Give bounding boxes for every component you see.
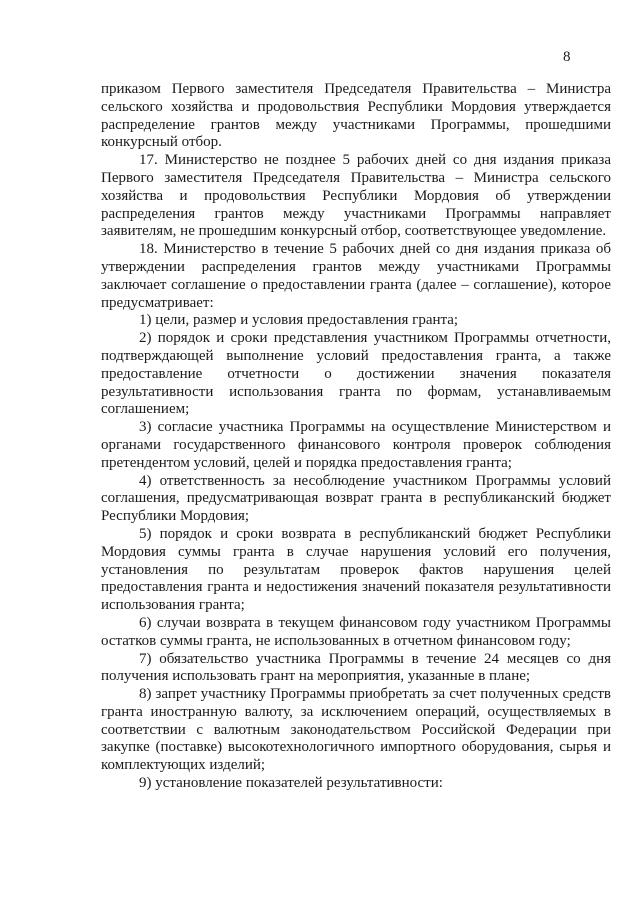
list-item-9: 9) установление показателей результативности: (139, 775, 443, 792)
paragraph-18: 18. Министерство в течение 5 рабочих дней со дня издания приказа об утверждении распределения грантов между участниками Программы заключает соглашение о предоставлении гранта (далее – соглашение), которое предусматривает: (101, 241, 611, 311)
list-item-8: 8) запрет участнику Программы приобретать за счет полученных средств гранта иностранную валюту, за исключением операций, осуществляемых в соответствии с валютным законодательством Российской Федерации при закупке (поставке) высокотехнологичного импортного оборудования, сырья и комплектующих изделий; (101, 686, 611, 774)
list-item-5: 5) порядок и сроки возврата в республиканский бюджет Республики Мордовия суммы гранта в случае нарушения условий его получения, установления по результатам проверок фактов нарушения целей предоставления гранта и недостижения значений показателя результативности использования гранта; (101, 525, 611, 614)
list-item-4: 4) ответственность за несоблюдение участником Программы условий соглашения, предусматривающая возврат гранта в республиканский бюджет Республики Мордовия; (101, 472, 611, 525)
list-item-1: 1) цели, размер и условия предоставления гранта; (139, 312, 459, 329)
list-item-3: 3) согласие участника Программы на осуществление Министерством и органами государственного финансового контроля проверок соблюдения претендентом условий, целей и порядка предоставления гранта; (101, 419, 611, 471)
list-item-2: 2) порядок и сроки представления участником Программы отчетности, подтверждающей выполнение условий предоставления гранта, а также предоставление отчетности о достижении значения показателя результативности использования гранта по формам, устанавливаемым соглашением; (101, 330, 611, 418)
document-body (101, 81, 611, 793)
list-item-7: 7) обязательство участника Программы в течение 24 месяцев со дня получения использовать грант на мероприятия, указанные в плане; (101, 650, 611, 685)
page-number: 8 (563, 49, 571, 65)
list-item-6: 6) случаи возврата в текущем финансовом году участником Программы остатков суммы гранта, не использованных в отчетном финансовом году; (101, 614, 611, 649)
paragraph-17: 17. Министерство не позднее 5 рабочих дней со дня издания приказа Первого заместителя Председателя Правительства – Министра сельского хозяйства и продовольствия Республики Мордовия об утверждении распределения грантов между участниками Программы направляет заявителям, не прошедшим конкурсный отбор, соответствующее уведомление. (101, 152, 611, 240)
paragraph-approval-order: приказом Первого заместителя Председателя Правительства – Министра сельского хозяйства и продовольствия Республики Мордовия утверждается распределение грантов между участниками Программы, прошедшими конкурсный отбор. (101, 81, 611, 151)
